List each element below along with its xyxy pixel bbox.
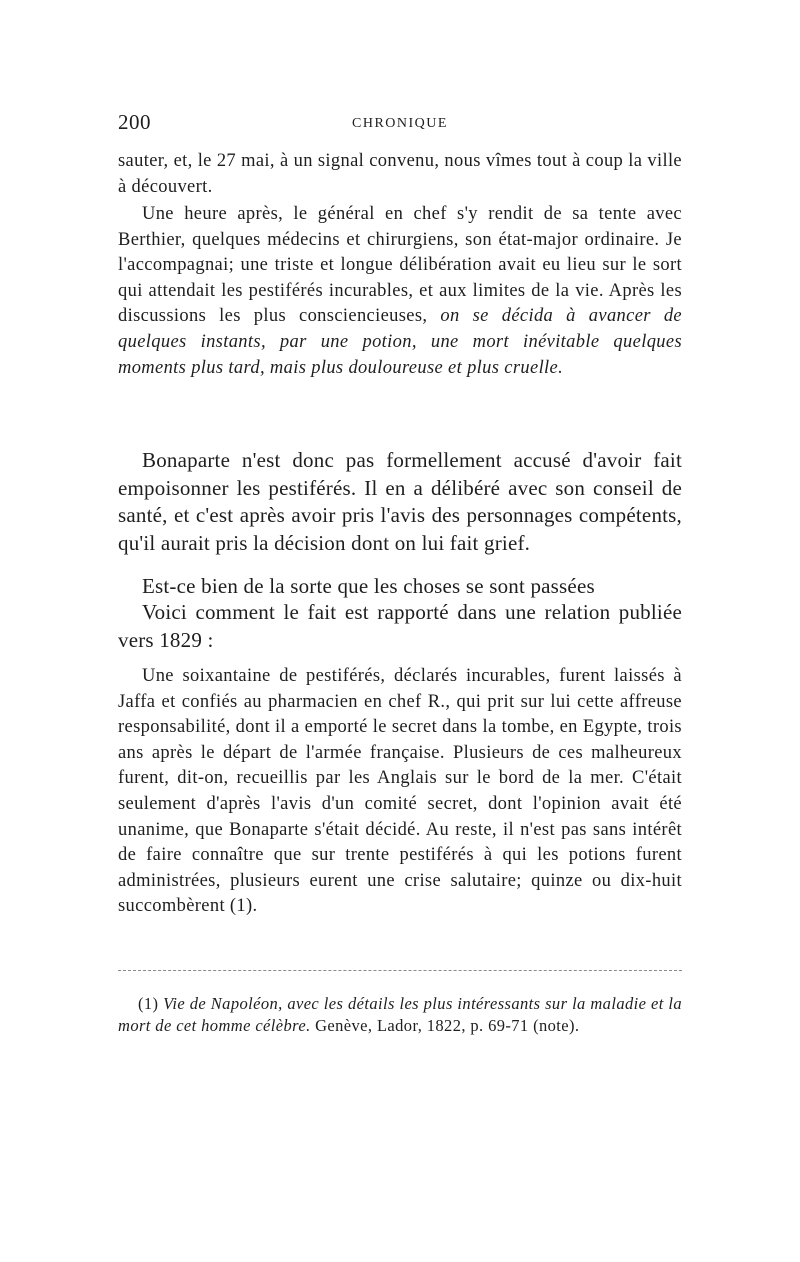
- footnote: [118, 993, 682, 1036]
- page-number: 200: [118, 110, 151, 134]
- paragraph-deliberation-italic: on se décida à avancer de quelques instants, par une potion, une mort inévitable quelques moments plus tard, mais plus douloureuse et plus cruelle.: [118, 306, 682, 378]
- paragraph-relation-quote: Une soixantaine de pestiférés, déclarés incurables, furent laissés à Jaffa et confiés au pharmacien en chef R., qui prit sur lui cette affreuse responsabilité, dont il a emporté le secret dans la tombe, en Egypte, trois ans après le départ de l'armée française. Plusieurs de ces malheureux furent, dit-on, recueillis par les Anglais sur le bord de la mer. C'était seulement d'après l'avis d'un comité secret, dont l'opinion avait été unanime, que Bonaparte s'était décidé. Au reste, il n'est pas sans intérêt de faire connaître que sur trente pestiférés à qui les potions furent administrées, plusieurs eurent une crise salutaire; quinze ou dix-huit succombèrent (1).: [118, 666, 682, 917]
- footnote-marker: (1): [138, 994, 164, 1013]
- page-header: [118, 110, 682, 140]
- footnote-publication: Genève, Lador, 1822, p. 69-71 (note).: [310, 1015, 580, 1035]
- paragraph-accusation: Bonaparte n'est donc pas formellement accusé d'avoir fait empoisonner les pestiférés. Il en a délibéré avec son conseil de santé, et c'est après avoir pris l'avis des personnages compétents, qu'il aurait pris la décision dont on lui fait grief.: [118, 448, 682, 555]
- paragraph-continuation: sauter, et, le 27 mai, à un signal convenu, nous vîmes tout à coup la ville à découvert.: [118, 151, 682, 197]
- footnote-title: Vie de Napoléon, avec les détails les plus intéressants sur la maladie et la mort de cet homme célèbre.: [118, 994, 682, 1035]
- paragraph-deliberation: [118, 202, 682, 381]
- footnote-separator: [118, 970, 682, 971]
- paragraph-deliberation-text: Une heure après, le général en chef s'y rendit de sa tente avec Berthier, quelques médecins et chirurgiens, son état-major ordinaire. Je l'accompagnai; une triste et longue délibération avait eu lieu sur le sort qui attendait les pestiférés incurables, et aux limites de la vie. Après les discussions les plus consciencieuses,: [118, 204, 682, 327]
- running-title: CHRONIQUE: [352, 116, 448, 131]
- paragraph-relation-intro: Voici comment le fait est rapporté dans une relation publiée vers 1829 :: [118, 600, 682, 652]
- paragraph-question: Est-ce bien de la sorte que les choses se sont passées: [142, 574, 595, 598]
